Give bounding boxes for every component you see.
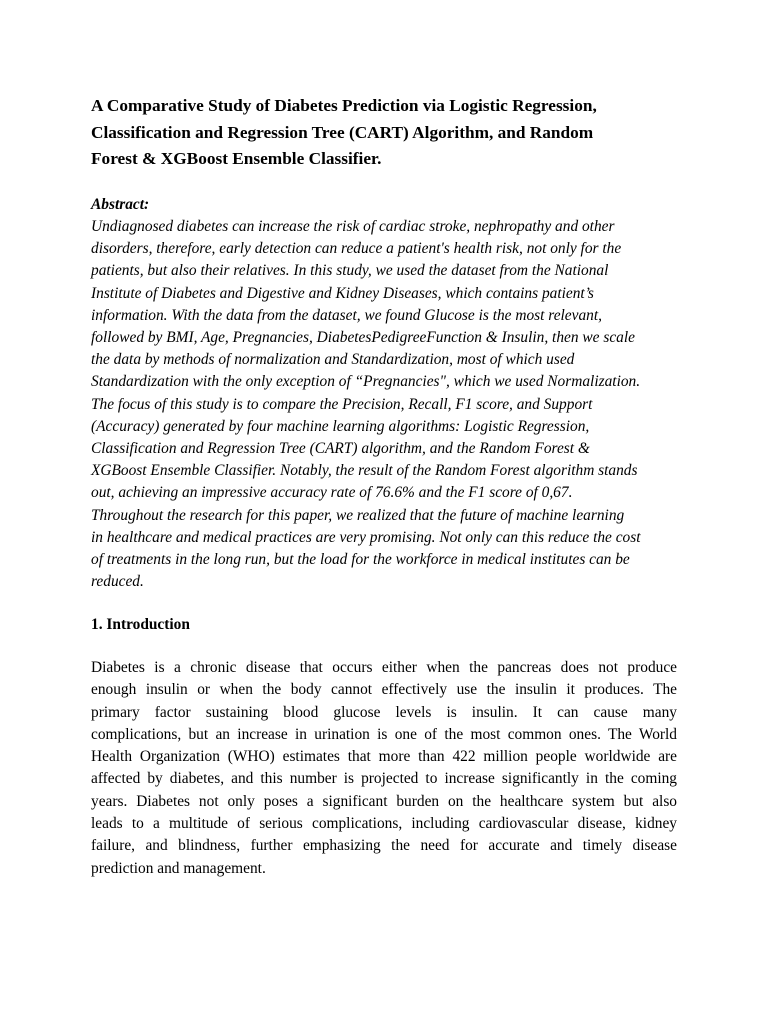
- abstract-line: reduced.: [91, 573, 144, 591]
- abstract-line: information. With the data from the dataset, we found Glucose is the most relevant,: [91, 306, 602, 324]
- abstract-line: Undiagnosed diabetes can increase the risk of cardiac stroke, nephropathy and other: [91, 218, 615, 235]
- intro-line: affected by diabetes, and this number is projected to increase significantly in the coming: [91, 770, 677, 788]
- abstract-line: Classification and Regression Tree (CART) algorithm, and the Random Forest &: [91, 440, 590, 458]
- abstract-line: XGBoost Ensemble Classifier. Notably, the result of the Random Forest algorithm stands: [91, 462, 638, 480]
- intro-line: Health Organization (WHO) estimates that more than 422 million people worldwide are: [91, 748, 677, 766]
- intro-line: enough insulin or when the body cannot effectively use the insulin it produces. The: [91, 681, 677, 699]
- abstract-line: (Accuracy) generated by four machine learning algorithms: Logistic Regression,: [91, 417, 590, 435]
- abstract-line: in healthcare and medical practices are very promising. Not only can this reduce the cost: [91, 528, 641, 546]
- title-line: Classification and Regression Tree (CART) Algorithm, and Random: [91, 122, 594, 142]
- abstract-line: patients, but also their relatives. In this study, we used the dataset from the National: [91, 262, 609, 280]
- abstract-line: the data by methods of normalization and Standardization, most of which used: [91, 351, 575, 369]
- intro-line: primary factor sustaining blood glucose levels is insulin. It can cause many: [91, 703, 677, 721]
- intro-line: prediction and management.: [91, 859, 266, 877]
- title-line: Forest & XGBoost Ensemble Classifier.: [91, 149, 382, 168]
- abstract-line: Institute of Diabetes and Digestive and Kidney Diseases, which contains patient’s: [91, 284, 594, 302]
- introduction-body: [91, 657, 677, 880]
- introduction-heading: 1. Introduction: [91, 616, 190, 633]
- abstract-body: [91, 216, 691, 593]
- intro-line: failure, and blindness, further emphasizing the need for accurate and timely disease: [91, 837, 677, 855]
- intro-line: complications, but an increase in urination is one of the most common ones. The World: [91, 725, 677, 743]
- abstract-line: The focus of this study is to compare the Precision, Recall, F1 score, and Support: [91, 395, 593, 413]
- abstract-line: Standardization with the only exception of “Pregnancies", which we used Normalization.: [91, 373, 641, 391]
- abstract-line: disorders, therefore, early detection can reduce a patient's health risk, not only for the: [91, 240, 622, 258]
- abstract-line: of treatments in the long run, but the load for the workforce in medical institutes can be: [91, 551, 630, 569]
- abstract-line: out, achieving an impressive accuracy rate of 76.6% and the F1 score of 0,67.: [91, 484, 573, 502]
- abstract-line: Throughout the research for this paper, we realized that the future of machine learning: [91, 506, 625, 524]
- paper-title: [91, 93, 691, 173]
- abstract-line: followed by BMI, Age, Pregnancies, DiabetesPedigreeFunction & Insulin, then we scale: [91, 329, 635, 347]
- title-line: A Comparative Study of Diabetes Prediction via Logistic Regression,: [91, 96, 597, 115]
- abstract-heading: Abstract:: [91, 196, 150, 213]
- intro-line: years. Diabetes not only poses a significant burden on the healthcare system but also: [91, 792, 677, 810]
- intro-line: leads to a multitude of serious complications, including cardiovascular disease, kidney: [91, 815, 677, 833]
- intro-line: Diabetes is a chronic disease that occurs either when the pancreas does not produce: [91, 659, 677, 676]
